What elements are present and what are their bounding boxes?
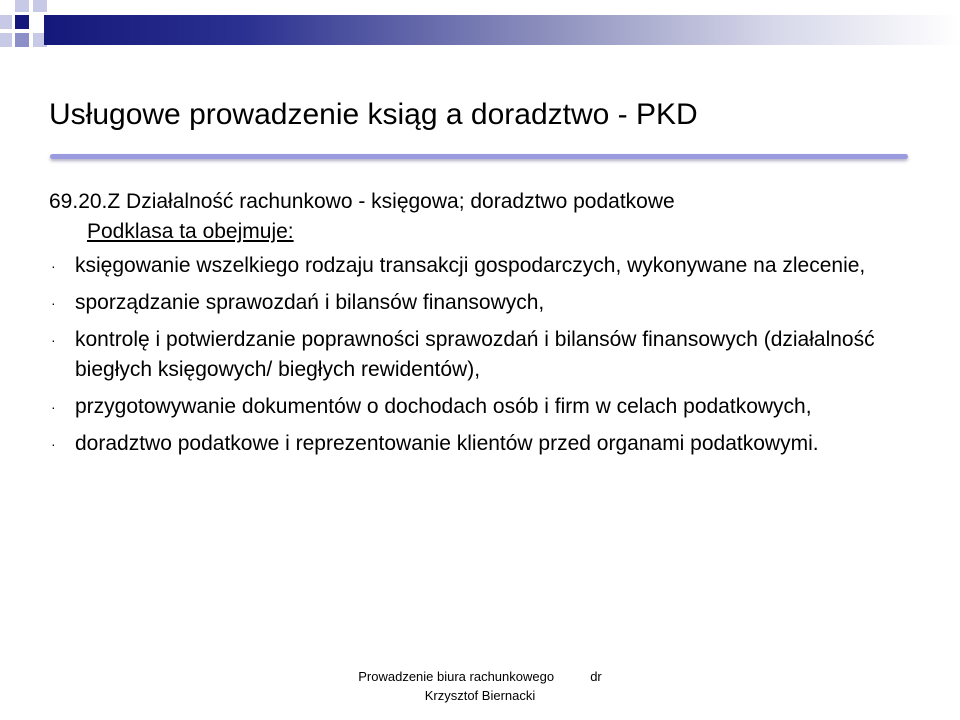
deco-square — [0, 33, 12, 47]
deco-square — [0, 15, 12, 29]
list-item — [49, 325, 929, 385]
bullet-dot: · — [51, 295, 56, 311]
list-item — [49, 392, 929, 422]
bullet-dot: · — [51, 332, 56, 348]
list-item — [49, 288, 929, 318]
list-item-text: księgowanie wszelkiego rodzaju transakcji gospodarczych, wykonywane na zlecenie, — [75, 254, 866, 277]
list-item-text: doradztwo podatkowe i reprezentowanie klientów przed organami podatkowymi. — [75, 432, 819, 455]
footer-line-1: Prowadzenie biura rachunkowego dr — [358, 669, 602, 684]
slide-title: Usługowe prowadzenie ksiąg a doradztwo - PKD — [49, 98, 698, 131]
slide-footer — [330, 667, 630, 705]
list-item — [49, 251, 929, 281]
title-underline — [50, 154, 908, 159]
pkd-code-line: 69.20.Z Działalność rachunkowo - księgowa; doradztwo podatkowe — [49, 190, 675, 213]
deco-square — [33, 0, 47, 12]
list-item-text: przygotowywanie dokumentów o dochodach osób i firm w celach podatkowych, — [75, 395, 812, 418]
bullet-dot: · — [51, 258, 56, 274]
bullet-dot: · — [51, 399, 56, 415]
list-item-text: sporządzanie sprawozdań i bilansów finansowych, — [75, 291, 545, 314]
deco-square — [15, 33, 29, 47]
footer-line-2: Krzysztof Biernacki — [424, 688, 536, 703]
bullet-list — [49, 251, 929, 459]
bullet-dot: · — [51, 436, 56, 452]
list-item — [49, 429, 929, 459]
deco-square — [15, 15, 29, 29]
subclass-heading: Podklasa ta obejmuje: — [87, 220, 294, 243]
header-gradient-bar — [44, 15, 960, 45]
slide-body — [49, 187, 929, 466]
list-item-text: kontrolę i potwierdzanie poprawności sprawozdań i bilansów finansowych (działalność biegłych księgowych/ biegłych rewidentów), — [75, 328, 875, 381]
deco-square — [15, 0, 29, 12]
